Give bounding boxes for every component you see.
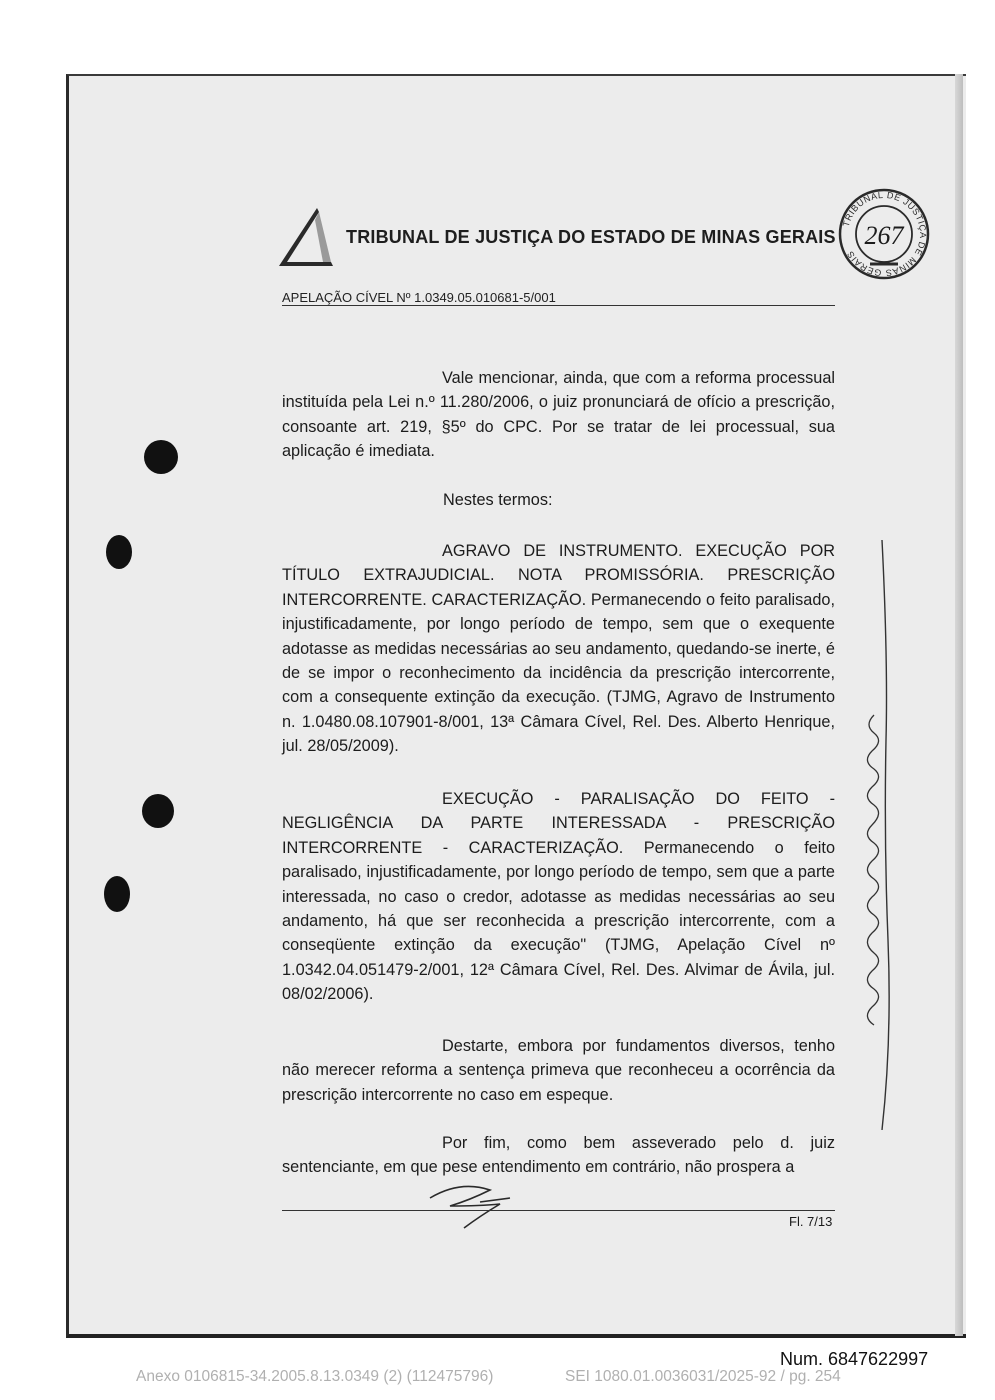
court-title: TRIBUNAL DE JUSTIÇA DO ESTADO DE MINAS GERAIS (346, 227, 836, 247)
folio-number: Fl. 7/13 (789, 1214, 833, 1229)
paragraph-text: sentenciante, em que pese entendimento em contrário, não prospera a (282, 1158, 795, 1177)
punch-hole (144, 440, 178, 474)
jurisprudence-quote (282, 539, 835, 759)
tjmg-logo-icon (275, 206, 337, 270)
case-number: APELAÇÃO CÍVEL Nº 1.0349.05.010681-5/001 (282, 290, 556, 305)
header-divider (282, 305, 835, 306)
paragraph (282, 366, 835, 464)
scan-edge-shadow (955, 74, 963, 1336)
paragraph (282, 1034, 835, 1107)
paragraph (282, 1131, 835, 1180)
jurisprudence-quote (282, 787, 835, 1007)
paragraph-text: Por fim, como bem asseverado pelo d. juiz (442, 1134, 835, 1152)
seal-ring-text: TRIBUNAL DE JUSTIÇA DE MINAS GERAIS (840, 189, 929, 279)
quote-text: EXECUÇÃO - PARALISAÇÃO DO FEITO - (442, 790, 835, 808)
punch-hole (106, 535, 132, 569)
seal-handwritten-number: 267 (864, 221, 904, 250)
quote-text: TÍTULO EXTRAJUDICIAL. NOTA PROMISSÓRIA. PRESCRIÇÃO INTERCORRENTE. CARACTERIZAÇÃO. Permanecendo o feito paralisado, injustificadamente, por longo período de tempo, sem que o exequente adotasse as medidas necessárias ao seu andamento, quedando-se inerte, é de se impor o reconhecimento da incidência da prescrição intercorrente, com a consequente extinção da execução. (TJMG, Agravo de Instrumento n. 1.0480.08.107901-8/001, 13ª Câmara Cível, Rel. Des. Alberto Henrique, jul. 28/05/2009). (282, 566, 835, 756)
paragraph-text: Destarte, embora por fundamentos diversos, tenho (442, 1037, 835, 1055)
signature-scribble (420, 1176, 530, 1236)
punch-hole (142, 794, 174, 828)
quote-text: AGRAVO DE INSTRUMENTO. EXECUÇÃO POR (442, 542, 835, 560)
nestes-termos: Nestes termos: (443, 491, 553, 509)
paragraph-text: Vale mencionar, ainda, que com a reforma (442, 369, 752, 387)
document-number-stamp: Num. 6847622997 (780, 1349, 929, 1369)
footer-divider (282, 1210, 835, 1211)
handwritten-margin-mark (842, 540, 892, 1130)
quote-text: NEGLIGÊNCIA DA PARTE INTERESSADA - PRESCRIÇÃO INTERCORRENTE - CARACTERIZAÇÃO. Permanecendo o feito paralisado, injustificadamente, por longo período de tempo, sem que a parte interessada, no caso o credor, adotasse as medidas necessárias ao seu andamento, há que ser reconhecida a prescrição intercorrente, com a conseqüente extinção da execução" (TJMG, Apelação Cível nº 1.0342.04.051479-2/001, 12ª Câmara Cível, Rel. Des. Alvimar de Ávila, jul. 08/02/2006). (282, 814, 835, 1004)
annex-reference: Anexo 0106815-34.2005.8.13.0349 (2) (112475796) (136, 1368, 494, 1385)
sei-reference: SEI 1080.01.0036031/2025-92 / pg. 254 (565, 1368, 841, 1385)
paragraph-text: processual instituída pela Lei n.º 11.280/2006, o juiz pronunciará de ofício a prescrição, consoante art. 219, §5º do CPC. Por se tratar de lei processual, sua aplicação é imediata. (282, 369, 836, 461)
court-seal-icon (836, 186, 932, 282)
paragraph-text: não merecer reforma a sentença primeva que reconheceu a ocorrência da prescrição intercorrente no caso em espeque. (282, 1061, 835, 1104)
punch-hole (104, 876, 130, 912)
